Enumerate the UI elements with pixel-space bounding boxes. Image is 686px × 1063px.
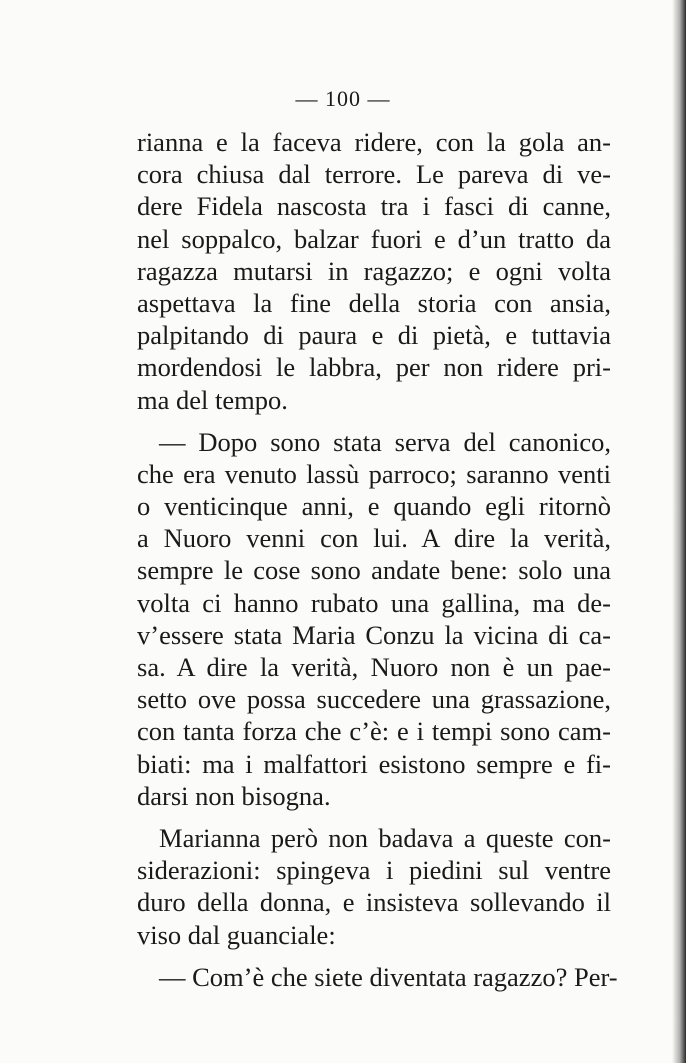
text-line: dere Fidela nascosta tra i fasci di canne, xyxy=(137,191,611,222)
text-line: cora chiusa dal terrore. Le pareva di ve- xyxy=(137,159,611,190)
text-line: rianna e la faceva ridere, con la gola an- xyxy=(137,127,611,157)
text-line: o venticinque anni, e quando egli ritornò xyxy=(137,491,611,522)
paragraph xyxy=(137,126,611,416)
text-line: nel soppalco, balzar fuori e d’un tratto da xyxy=(137,223,611,254)
body-text xyxy=(137,126,618,993)
text-line: con tanta forza che c’è: e i tempi sono cam- xyxy=(137,716,611,747)
text-line: sa. A dire la verità, Nuoro non è un pae- xyxy=(137,652,611,682)
text-line: duro della donna, e insisteva sollevando il xyxy=(137,887,611,918)
text-line: ma del tempo. xyxy=(137,384,288,415)
text-line: viso dal guanciale: xyxy=(137,919,336,950)
text-line: biati: ma i malfattori esistono sempre e fi- xyxy=(137,748,611,779)
paragraph-gap xyxy=(137,812,611,822)
text-line: — Com’è che siete diventata ragazzo? Per- xyxy=(159,961,618,992)
paragraph-gap xyxy=(137,416,611,426)
text-line: siderazioni: spingeva i piedini sul ventre xyxy=(137,855,611,886)
text-line: palpitando di paura e di pietà, e tuttavia xyxy=(137,320,611,351)
paragraph xyxy=(137,961,618,993)
text-line: volta ci hanno rubato una gallina, ma de- xyxy=(137,587,611,618)
text-line: a Nuoro venni con lui. A dire la verità, xyxy=(137,523,611,554)
text-line: ragazza mutarsi in ragazzo; e ogni volta xyxy=(137,255,611,286)
text-line: Marianna però non badava a queste con- xyxy=(159,822,611,853)
page-edge-shadow xyxy=(672,0,686,1063)
paragraph-gap xyxy=(137,951,611,961)
paragraph xyxy=(137,426,611,812)
text-line: v’essere stata Maria Conzu la vicina di ca- xyxy=(137,619,611,650)
text-line: darsi non bisogna. xyxy=(137,780,331,811)
page-number: — 100 — xyxy=(295,86,391,111)
text-line: sempre le cose sono andate bene: solo una xyxy=(137,555,611,586)
paragraph xyxy=(137,822,611,951)
text-line: setto ove possa succedere una grassazione, xyxy=(137,684,611,715)
text-line: aspettava la fine della storia con ansia, xyxy=(137,287,611,318)
text-line: che era venuto lassù parroco; saranno venti xyxy=(137,458,611,489)
text-line: mordendosi le labbra, per non ridere pri- xyxy=(137,352,611,383)
text-line: — Dopo sono stata serva del canonico, xyxy=(159,426,611,457)
